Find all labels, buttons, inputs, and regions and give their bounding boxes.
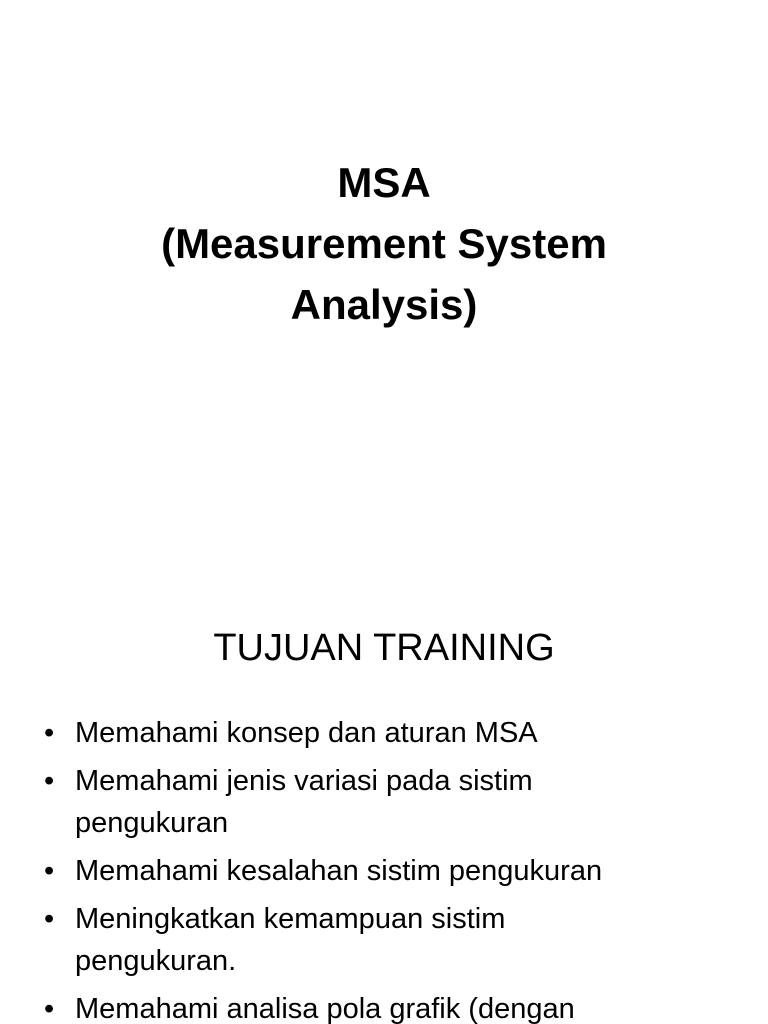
list-item <box>44 850 724 892</box>
title-line-2: (Measurement System <box>161 220 607 267</box>
list-item-text: Memahami konsep dan aturan MSA <box>75 717 538 749</box>
list-item <box>44 760 724 844</box>
list-item-text-continued: pengukuran <box>75 807 229 839</box>
list-item <box>44 898 724 982</box>
title-line-1: MSA <box>337 159 431 206</box>
title-line-3: Analysis) <box>290 281 478 328</box>
list-item <box>44 712 724 754</box>
list-item <box>44 988 724 1024</box>
slide-title <box>0 152 768 335</box>
section-heading: TUJUAN TRAINING <box>213 627 555 669</box>
bullet-icon: • <box>44 765 55 797</box>
bullet-icon: • <box>44 993 55 1024</box>
bullet-icon: • <box>44 903 55 935</box>
list-item-text-continued: pengukuran. <box>75 945 237 977</box>
bullet-icon: • <box>44 717 55 749</box>
list-item-text: Memahami kesalahan sistim pengukuran <box>75 855 603 887</box>
bullet-icon: • <box>44 855 55 887</box>
objectives-list <box>44 712 724 1024</box>
list-item-text: Memahami analisa pola grafik (dengan <box>75 993 575 1024</box>
list-item-text: Memahami jenis variasi pada sistim <box>75 765 533 797</box>
list-item-text: Meningkatkan kemampuan sistim <box>75 903 506 935</box>
